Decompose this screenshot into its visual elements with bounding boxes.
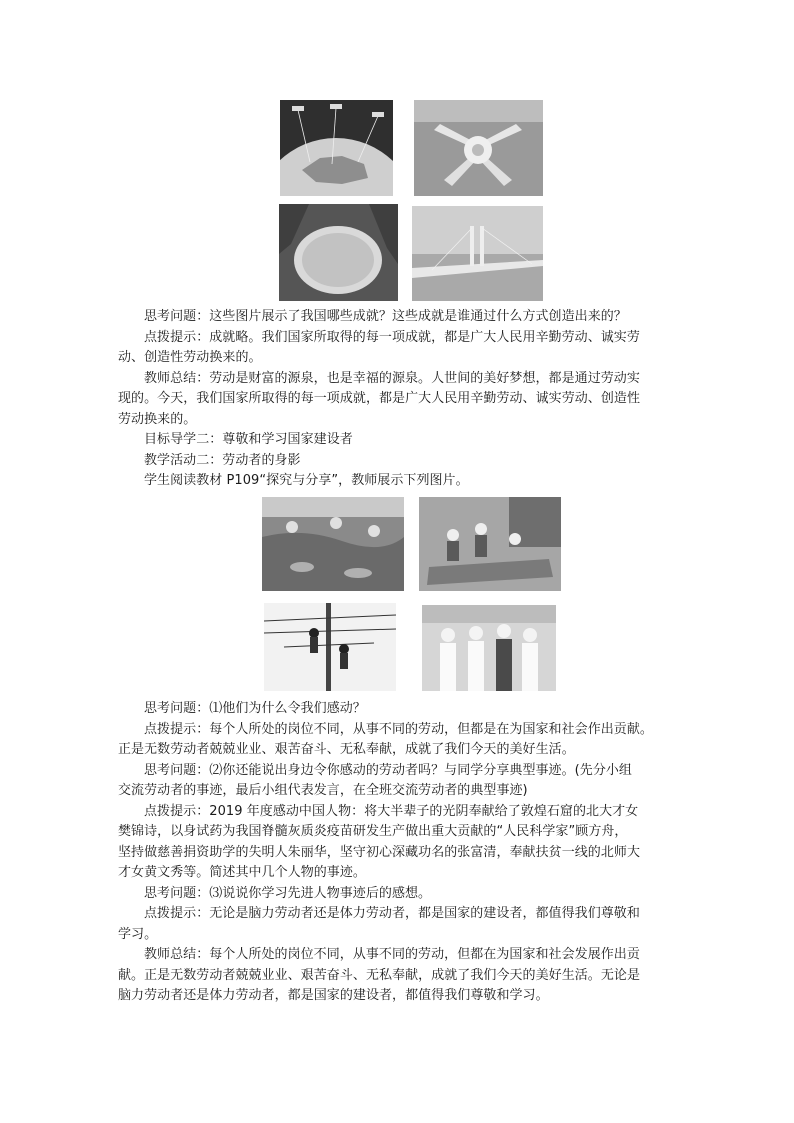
text-line: 教师总结：劳动是财富的源泉，也是幸福的源泉。人世间的美好梦想，都是通过劳动实 — [144, 370, 640, 386]
hint-1 — [118, 328, 678, 369]
text-block-1 — [118, 307, 678, 492]
text-line: 思考问题：⑶说说你学习先进人物事迹后的感想。 — [144, 885, 432, 901]
text-line: 劳动换来的。 — [118, 411, 197, 427]
airport-photo — [414, 100, 543, 196]
text-line: 学生阅读教材 P109“探究与分享”，教师展示下列图片。 — [144, 473, 469, 488]
goal-2 — [118, 430, 678, 451]
text-line: 现的。今天，我们国家所取得的每一项成就，都是广大人民用辛勤劳动、诚实劳动、创造性 — [118, 391, 641, 406]
hint-3 — [118, 802, 678, 884]
summary-2 — [118, 945, 678, 1007]
text-line: 交流劳动者的事迹，最后小组代表发言，在全班交流劳动者的典型事迹) — [118, 783, 528, 798]
telescope-photo — [279, 204, 398, 301]
text-line: 脑力劳动者还是体力劳动者，都是国家的建设者，都值得我们尊敬和学习。 — [118, 988, 549, 1003]
text-line: 点拨提示：无论是脑力劳动者还是体力劳动者，都是国家的建设者，都值得我们尊敬和 — [144, 906, 640, 921]
text-line: 坚持做慈善捐资助学的失明人朱丽华，坚守初心深藏功名的张富清，奉献扶贫一线的北师大 — [118, 844, 641, 860]
text-line: 学习。 — [118, 926, 158, 942]
text-line: 教学活动二：劳动者的身影 — [144, 452, 301, 468]
text-line: 正是无数劳动者兢兢业业、艰苦奋斗、无私奉献，成就了我们今天的美好生活。 — [118, 742, 575, 757]
text-block-2 — [118, 699, 678, 1007]
question-1 — [118, 307, 678, 328]
question-3 — [118, 761, 678, 802]
satellite-photo — [280, 100, 393, 196]
text-line: 思考问题：⑵你还能说出身边令你感动的劳动者吗？与同学分享典型事迹。(先分小组 — [144, 762, 632, 778]
bridge-photo — [412, 206, 543, 301]
text-line: 点拨提示：每个人所处的岗位不同，从事不同的劳动，但都是在为国家和社会作出贡献。 — [144, 721, 653, 737]
medical-staff-photo — [422, 605, 556, 691]
text-line: 思考问题：⑴他们为什么令我们感动？ — [144, 701, 366, 716]
text-line: 才女黄文秀等。简述其中几个人物的事迹。 — [118, 865, 366, 880]
electricians-photo — [264, 603, 396, 691]
reading-instruction — [118, 471, 678, 492]
summary-1 — [118, 369, 678, 431]
question-4 — [118, 884, 678, 905]
text-line: 点拨提示：2019 年度感动中国人物：将大半辈子的光阴奉献给了敦煌石窟的北大才女 — [144, 803, 639, 819]
hint-4 — [118, 904, 678, 945]
farmers-photo — [262, 497, 404, 591]
hint-2 — [118, 720, 678, 761]
activity-2 — [118, 451, 678, 472]
workers-repair-photo — [419, 497, 561, 591]
text-line: 献。正是无数劳动者兢兢业业、艰苦奋斗、无私奉献，成就了我们今天的美好生活。无论是 — [118, 967, 641, 983]
text-line: 动、创造性劳动换来的。 — [118, 350, 262, 365]
text-line: 思考问题：这些图片展示了我国哪些成就？这些成就是谁通过什么方式创造出来的？ — [144, 309, 627, 324]
question-2 — [118, 699, 678, 720]
text-line: 教师总结：每个人所处的岗位不同，从事不同的劳动，但都在为国家和社会发展作出贡 — [144, 947, 640, 962]
text-line: 樊锦诗，以身试药为我国脊髓灰质炎疫苗研发生产做出重大贡献的“人民科学家”顾方舟， — [118, 824, 628, 839]
text-line: 目标导学二：尊敬和学习国家建设者 — [144, 432, 353, 447]
text-line: 点拨提示：成就略。我们国家所取得的每一项成就，都是广大人民用辛勤劳动、诚实劳 — [144, 329, 640, 345]
